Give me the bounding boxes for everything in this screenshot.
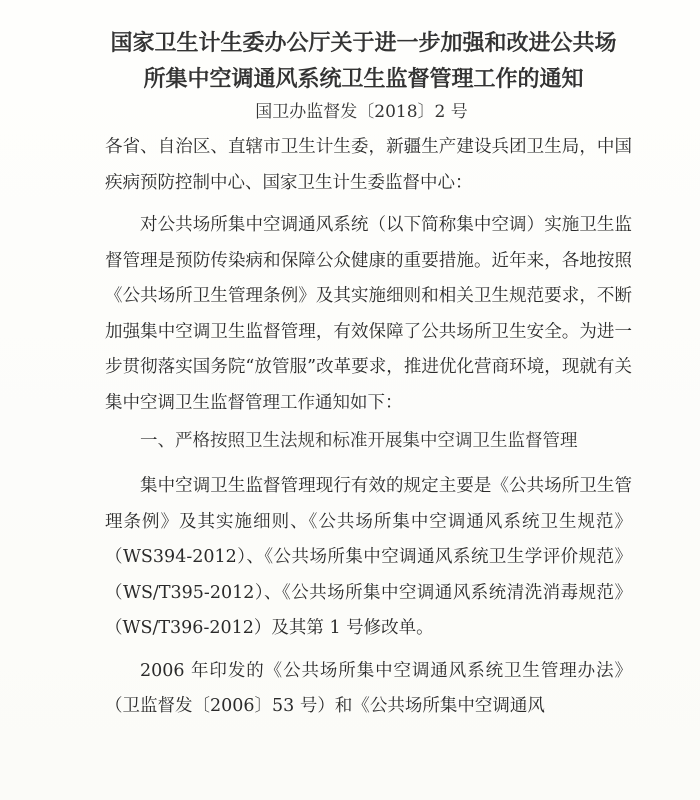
document-title <box>105 0 632 98</box>
title-line-1: 国家卫生计生委办公厅关于进一步加强和改进公共场 <box>110 31 617 56</box>
intro-paragraph: 对公共场所集中空调通风系统（以下简称集中空调）实施卫生监督管理是预防传染病和保障公众健康的重要措施。近年来，各地按照《公共场所卫生管理条例》及其实施细则和相关卫生规范要求，不断加强集中空调卫生监督管理，有效保障了公共场所卫生安全。为进一步贯彻落实国务院“放管服”改革要求，推进优化营商环境，现就有关集中空调卫生监督管理工作通知如下： <box>105 215 632 413</box>
addressees: 各省、自治区、直辖市卫生计生委，新疆生产建设兵团卫生局，中国疾病预防控制中心、国家卫生计生委监督中心： <box>105 137 632 193</box>
title-line-2: 所集中空调通风系统卫生监督管理工作的通知 <box>143 67 584 92</box>
section-1-paragraph-2: 2006 年印发的《公共场所集中空调通风系统卫生管理办法》（卫监督发〔2006〕53 号）和《公共场所集中空调通风 <box>105 660 632 716</box>
section-1-paragraph-1: 集中空调卫生监督管理现行有效的规定主要是《公共场所卫生管理条例》及其实施细则、《公共场所集中空调通风系统卫生规范》（WS394-2012）、《公共场所集中空调通风系统卫生学评价规范》（WS/T395-2012）、《公共场所集中空调通风系统清洗消毒规范》（WS/T396-2012）及其第 1 号修改单。 <box>105 476 632 638</box>
document-body <box>105 130 632 725</box>
document-number: 国卫办监督发〔2018〕2 号 <box>255 102 468 122</box>
section-1-heading: 一、严格按照卫生法规和标准开展集中空调卫生监督管理 <box>140 431 578 451</box>
